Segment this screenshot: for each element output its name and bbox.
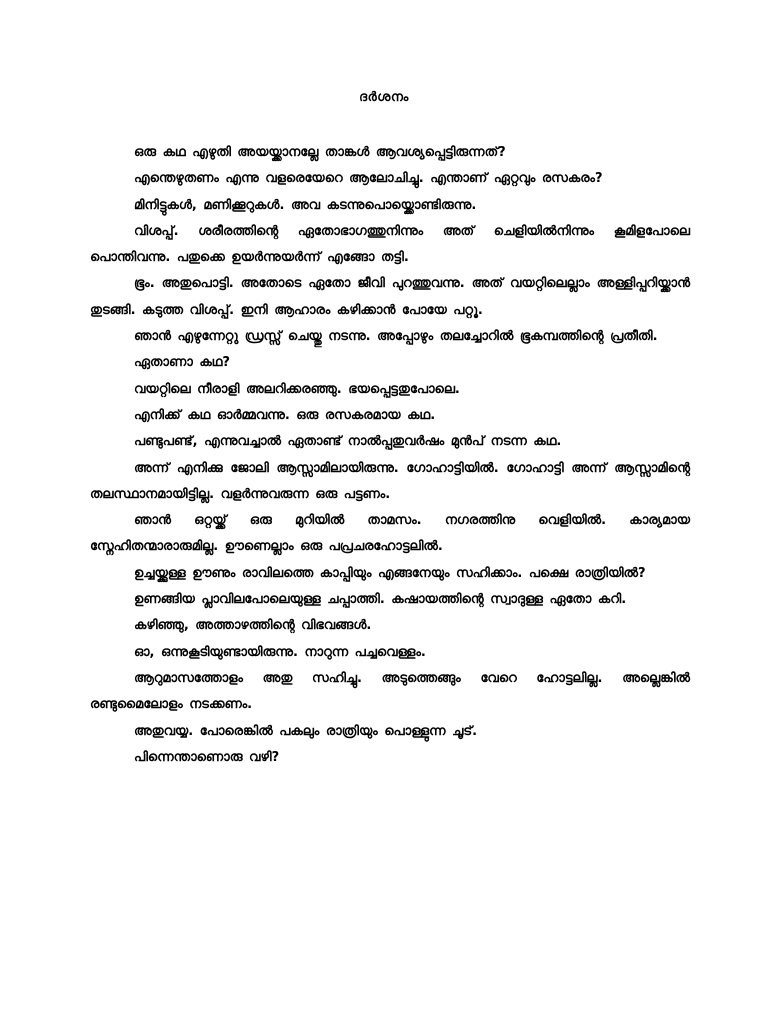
paragraph: ഒരു കഥ എഴുതി അയയ്ക്കാനല്ലേ താങ്കൾ ആവശ്യപ്പെട്ടിരുന്നത്? (134, 145, 506, 160)
paragraph: ഏതാണാ കഥ? (134, 355, 230, 371)
paragraph: ഭൂം. അതുപൊട്ടി. അതോടെ ഏതോ ജീവി പുറത്തുവന്നു. അത് വയറ്റിലെല്ലാം അള്ളിപ്പറിയ്ക്കാൻ തുടങ്ങി. കടുത്ത വിശപ്പ്. ഇനി ആഹാരം കഴിക്കാൻ പോയേ പറ്റൂ. (90, 276, 690, 318)
paragraph: എന്തെഴുതണം എന്നു വളരെയേറെ ആലോചിച്ചു. എന്താണ് ഏറ്റവും രസകരം? (134, 171, 603, 187)
paragraph: ഉച്ചയ്ക്കുള്ള ഊണും രാവിലത്തെ കാപ്പിയും എങ്ങനേയും സഹിക്കാം. പക്ഷെ രാത്രിയിൽ? (134, 565, 646, 581)
paragraph: ഞാൻ ഒറ്റയ്ക്ക് ഒരു മുറിയിൽ താമസം. നഗരത്തിനു വെളിയിൽ. കാര്യമായ സ്നേഹിതന്മാരാരുമില്ല. ഊണെല്ലാം ഒരു പപ്രചരഹോട്ടലിൽ. (90, 513, 690, 555)
paragraph: അതുവയ്യ. പോരെങ്കിൽ പകലും രാത്രിയും പൊള്ളുന്ന ചൂട്. (134, 723, 478, 739)
paragraph: വിശപ്പ്. ശരീരത്തിന്റെ ഏതോഭാഗത്തുനിന്നും അത് ചെളിയിൽനിന്നും കൂമിളപോലെ പൊന്തിവന്നു. പതുക്കെ ഉയർന്നുയർന്ന് എങ്ങോ തട്ടി. (90, 223, 690, 266)
paragraph: ഞാൻ എഴുന്നേറ്റു ഡ്രസ്സ് ചെയ്തു നടന്നു. അപ്പോഴും തലച്ചോറിൽ ഭൂകമ്പത്തിന്റെ പ്രതീതി. (134, 329, 658, 345)
paragraph: ഓ, ഒന്നുകൂടിയുണ്ടായിരുന്നു. നാറുന്ന പച്ചവെള്ളം. (134, 644, 426, 660)
paragraph: അന്ന് എനിക്കു ജോലി ആസ്സാമിലായിരുന്നു. ഗോഹാട്ടിയിൽ. ഗോഹാട്ടി അന്ന് ആസ്സാമിന്റെ തലസ്ഥാനമായിട്ടില്ല. വളർന്നുവരുന്ന ഒരു പട്ടണം. (90, 460, 690, 502)
paragraph: ഉണങ്ങിയ പ്ലാവിലപോലെയുള്ള ചപ്പാത്തി. കഷായത്തിന്റെ സ്വാദുള്ള ഏതോ കറി. (134, 592, 627, 608)
document-title: ദർശനം (359, 90, 409, 105)
paragraph: കഴിഞ്ഞു, അത്താഴത്തിന്റെ വിഭവങ്ങൾ. (134, 618, 372, 634)
paragraph: പിന്നെന്താണൊരു വഴി? (134, 749, 280, 765)
document-body (90, 140, 690, 771)
paragraph: എനിക്ക് കഥ ഓർമ്മവന്നു. ഒരു രസകരമായ കഥ. (134, 407, 436, 423)
paragraph: ആറുമാസത്തോളം അതു സഹിച്ചു. അടുത്തെങ്ങും വേറെ ഹോട്ടലില്ല. അല്ലെങ്കിൽ രണ്ടുമൈലോളം നടക്കണം. (90, 670, 690, 713)
paragraph: വയറ്റിലെ നീരാളി അലറിക്കരഞ്ഞു. ഭയപ്പെട്ടതുപോലെ. (134, 381, 460, 397)
paragraph: പണ്ടുപണ്ട്, എന്നുവച്ചാൽ ഏതാണ്ട് നാൽപ്പതുവർഷം മുൻപ് നടന്ന കഥ. (134, 434, 562, 450)
paragraph: മിനിട്ടുകൾ, മണിക്കൂറുകൾ. അവ കടന്നുപൊയ്ക്കൊണ്ടിരുന്നു. (134, 197, 477, 213)
